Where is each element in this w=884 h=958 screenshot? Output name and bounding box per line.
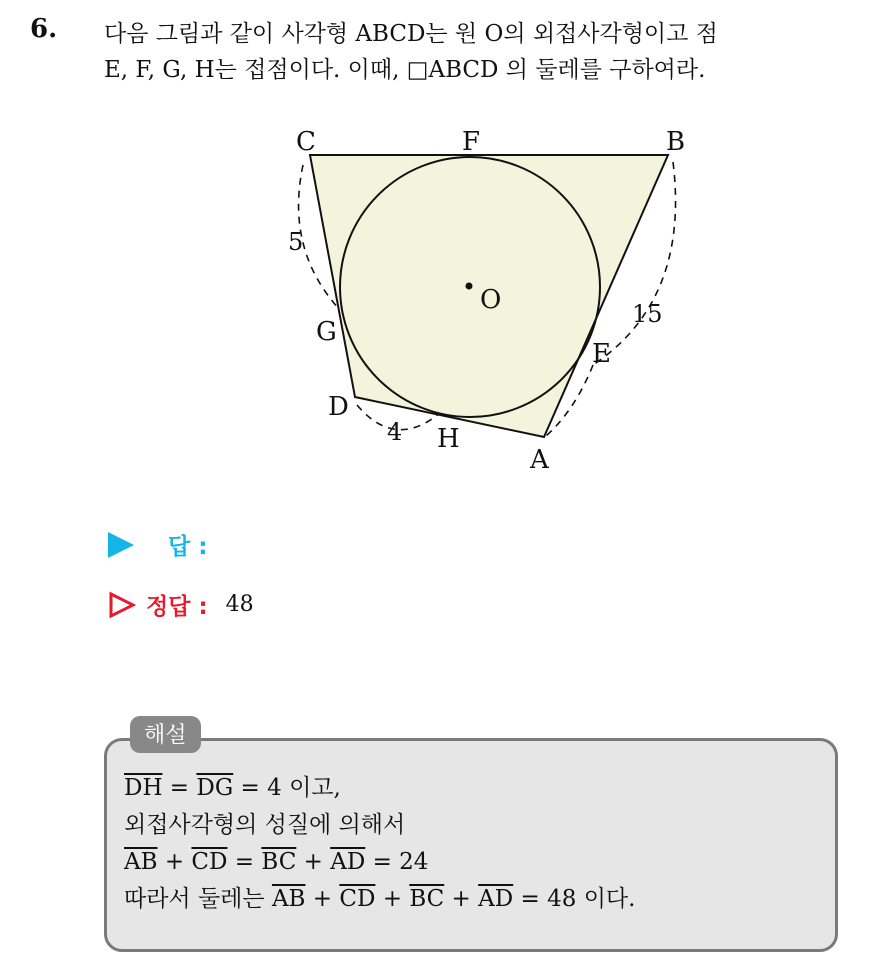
overline-text: $\overline{AB} + \overline{CD} = \overline{BC} + \overline{AD} = 24$: [124, 849, 429, 875]
label-f: F: [462, 127, 481, 157]
segment-name: $\overline{AD}$: [478, 886, 514, 912]
label-c: C: [296, 127, 316, 157]
segment-name: $\overline{CD}$: [339, 886, 376, 912]
overline-text: 따라서 둘레는 $\overline{AB} + \overline{CD} + \overline{BC} + \overline{AD} = 48$ 이다.: [124, 886, 636, 912]
length-dh: 4: [387, 418, 403, 446]
question-line-2: E, F, G, H는 접점이다. 이때, □ABCD 의 둘레를 구하여라.: [104, 57, 706, 83]
outline-triangle-icon: [108, 591, 136, 619]
solution-text: [124, 770, 824, 918]
answer-row: [108, 528, 207, 561]
correct-answer-value: 48: [225, 592, 254, 617]
question-number: 6.: [30, 14, 58, 44]
segment-name: $\overline{AB}$: [271, 886, 306, 912]
segment-name: $\overline{AD}$: [330, 849, 366, 875]
label-g: G: [316, 317, 337, 347]
segment-name: $\overline{DH}$: [124, 775, 163, 801]
correct-answer-row: [108, 588, 254, 621]
label-h: H: [437, 424, 460, 454]
question-line-1: 다음 그림과 같이 사각형 ABCD는 원 O의 외접사각형이고 점: [104, 21, 718, 47]
solution-line-3: [124, 844, 824, 881]
length-be: 15: [632, 300, 663, 328]
label-o: O: [480, 285, 502, 315]
segment-name: $\overline{BC}$: [409, 886, 445, 912]
solution-line-1: [124, 770, 824, 807]
answer-label: 답 :: [168, 534, 208, 560]
label-e: E: [592, 339, 611, 369]
segment-name: $\overline{BC}$: [261, 849, 297, 875]
segment-name: $\overline{CD}$: [191, 849, 228, 875]
segment-name: $\overline{DG}$: [196, 775, 234, 801]
overline-text: $\overline{DH} = \overline{DG} = 4$ 이고,: [124, 775, 341, 801]
segment-name: $\overline{AB}$: [124, 849, 158, 875]
center-dot: [466, 283, 473, 290]
label-d: D: [328, 392, 349, 422]
solution-line-4: [124, 881, 824, 918]
length-cg: 5: [288, 228, 304, 256]
solution-tab: 해설: [130, 716, 201, 753]
label-a: A: [530, 445, 549, 475]
play-triangle-icon: [108, 532, 134, 558]
label-b: B: [666, 127, 686, 157]
solution-line-2: 외접사각형의 성질에 의해서: [124, 812, 406, 838]
correct-answer-label: 정답 :: [146, 594, 208, 620]
